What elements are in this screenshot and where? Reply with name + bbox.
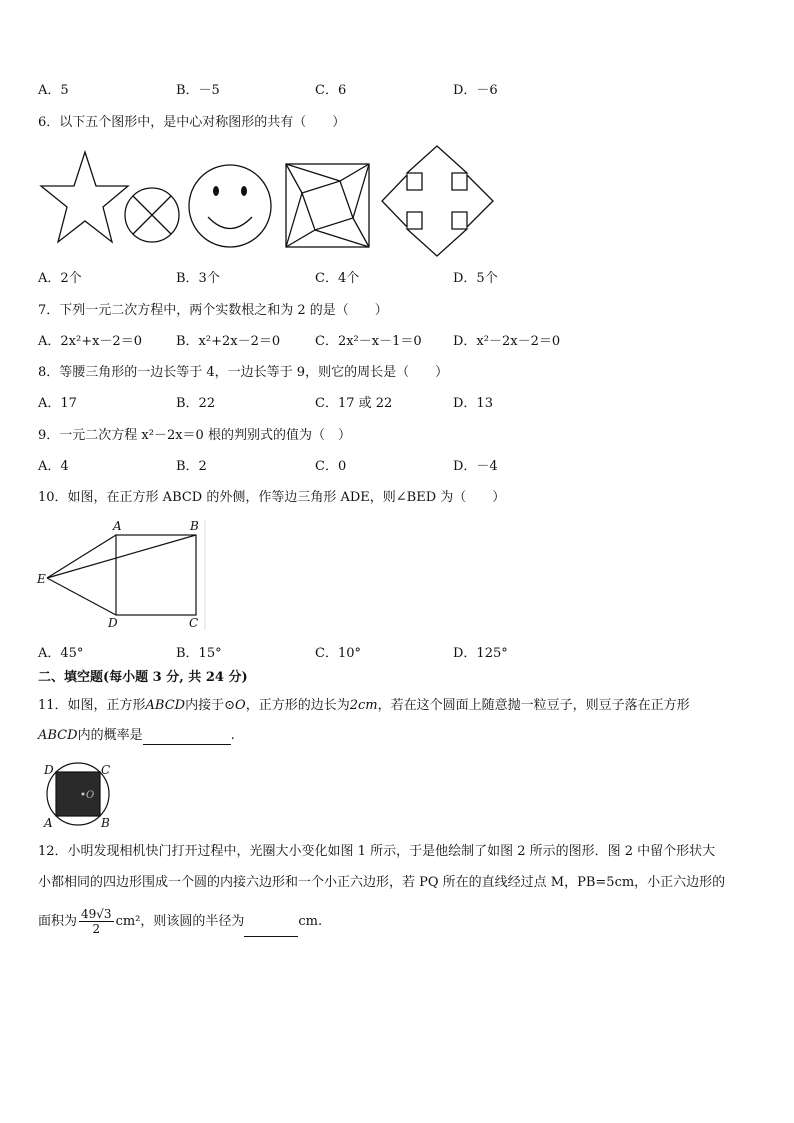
q8-option-c: C．17 或 22 <box>315 396 393 411</box>
q10-stem: 10．如图，在正方形 ABCD 的外侧，作等边三角形 ADE，则∠BED 为（ ） <box>38 490 506 505</box>
q7-stem: 7．下列一元二次方程中，两个实数根之和为 2 的是（ ） <box>38 303 388 318</box>
q12-line3 <box>38 907 322 937</box>
q11-label-b: B <box>101 816 110 830</box>
q11-line1-pre: 11．如图，正方形 <box>38 698 146 713</box>
q6-option-c: C．4个 <box>315 271 360 286</box>
q6-option-b: B．3个 <box>176 271 220 286</box>
q11-label-o: O <box>86 790 95 801</box>
q5-option-b: B．－5 <box>176 83 220 98</box>
q11-line2-post: 内的概率是 <box>77 728 143 743</box>
q12-line2: 小都相同的四边形围成一个圆的内接六边形和一个小正六边形，若 PQ 所在的直线经过点 M，PB=5cm，小正六边形的 <box>38 875 726 890</box>
q11-end: . <box>230 728 235 743</box>
q11-line1-mid: 内接于⊙ <box>185 698 236 713</box>
q7-option-b: B．x²+2x－2＝0 <box>176 334 281 349</box>
q11-line1-post: ，若在这个圆面上随意抛一粒豆子，则豆子落在正方形 <box>377 698 690 713</box>
q10-option-d: D．125° <box>453 646 508 661</box>
q9-option-d: D．－4 <box>453 459 498 474</box>
q11-side: 2cm <box>349 698 378 713</box>
q5-option-d: D．－6 <box>453 83 498 98</box>
q6-stem: 6．以下五个图形中，是中心对称图形的共有（ ） <box>38 115 346 130</box>
q11-line1-mid2: ，正方形的边长为 <box>245 698 350 713</box>
q10-option-a: A．45° <box>38 646 84 661</box>
q5-option-a: A．5 <box>38 83 69 98</box>
q8-option-a: A．17 <box>38 396 77 411</box>
q12-line3-pre: 面积为 <box>38 914 78 929</box>
q10-label-a: A <box>113 519 122 533</box>
q12-line3-post: cm. <box>298 914 323 929</box>
q11-circle-o: O <box>235 698 246 713</box>
q12-frac-denominator: 2 <box>92 922 101 936</box>
q8-stem: 8．等腰三角形的一边长等于 4，一边长等于 9，则它的周长是（ ） <box>38 365 449 380</box>
q12-frac-numerator: 49√3 <box>81 907 112 921</box>
q12-line3-unit: cm²，则该圆的半径为 <box>115 914 245 929</box>
q10-label-e: E <box>37 572 46 586</box>
q12-area-fraction <box>79 907 114 936</box>
q8-option-d: D．13 <box>453 396 493 411</box>
q9-stem: 9．一元二次方程 x²－2x＝0 根的判别式的值为（ ） <box>38 428 351 443</box>
q12-line1: 12．小明发现相机快门打开过程中，光圈大小变化如图 1 所示，于是他绘制了如图 2 所示的图形．图 2 中留个形状大 <box>38 844 716 859</box>
q7-option-c: C．2x²－x－1＝0 <box>315 334 422 349</box>
q7-option-a: A．2x²+x－2＝0 <box>38 334 142 349</box>
q7-option-d: D．x²－2x－2＝0 <box>453 334 561 349</box>
q6-option-d: D．5个 <box>453 271 498 286</box>
section-heading: 二、填空题(每小题 3 分, 共 24 分) <box>38 670 248 685</box>
q10-option-b: B．15° <box>176 646 222 661</box>
q11-abcd-2: ABCD <box>38 728 78 743</box>
q12-answer-blank[interactable] <box>244 922 298 937</box>
q8-option-b: B．22 <box>176 396 216 411</box>
q10-label-b: B <box>190 519 199 533</box>
q6-option-a: A．2个 <box>38 271 82 286</box>
q5-option-c: C．6 <box>315 83 347 98</box>
q11-label-c: C <box>101 763 111 777</box>
q9-option-b: B．2 <box>176 459 207 474</box>
q11-label-d: D <box>44 763 54 777</box>
q9-option-a: A．4 <box>38 459 69 474</box>
q10-label-d: D <box>108 616 118 630</box>
q10-label-c: C <box>189 616 199 630</box>
q11-abcd: ABCD <box>145 698 186 713</box>
q10-option-c: C．10° <box>315 646 361 661</box>
q9-option-c: C．0 <box>315 459 347 474</box>
q11-label-a: A <box>44 816 53 830</box>
